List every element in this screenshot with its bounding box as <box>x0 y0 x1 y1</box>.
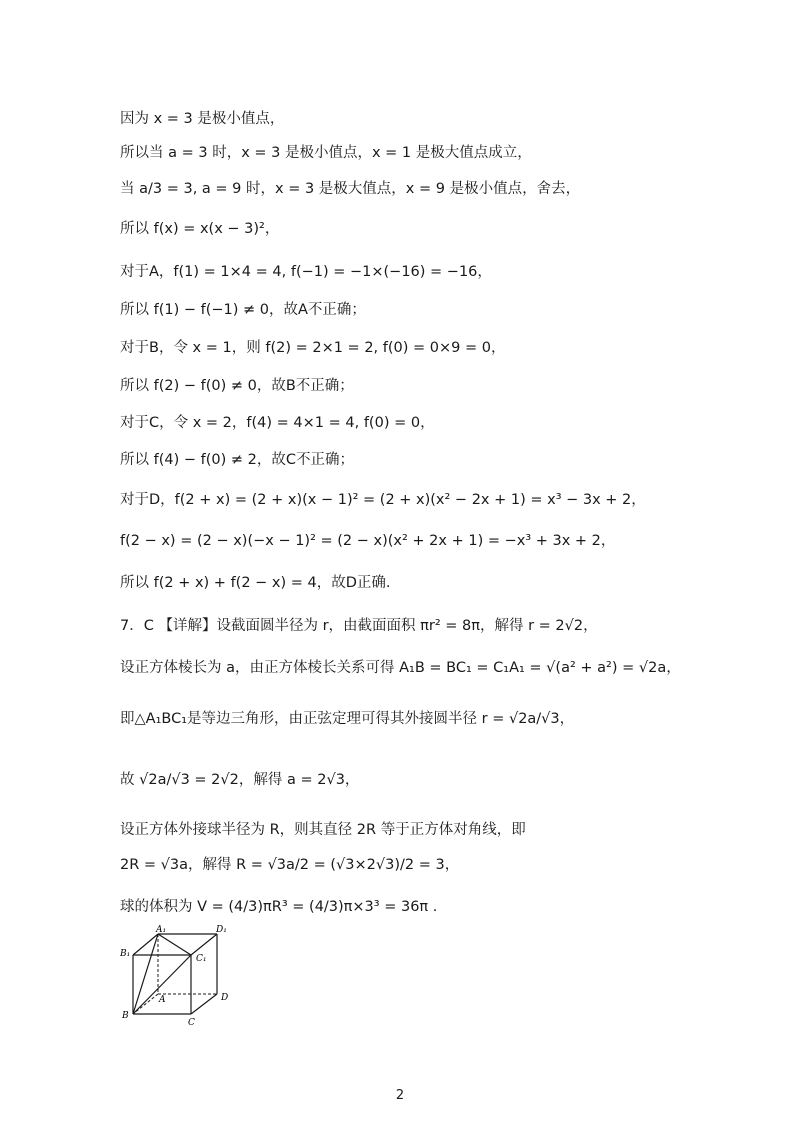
label-b1: B₁ <box>120 949 131 959</box>
edge-a1-c1 <box>158 934 191 955</box>
text-line-7: 对于B，令 x = 1，则 f(2) = 2×1 = 2, f(0) = 0×9 = 0， <box>120 340 506 356</box>
text-line-11: 对于D，f(2 + x) = (2 + x)(x − 1)² = (2 + x)(x² − 2x + 1) = x³ − 3x + 2， <box>120 492 646 508</box>
label-d: D <box>221 993 229 1003</box>
text-line-6: 所以 f(1) − f(−1) ≠ 0，故A不正确； <box>120 302 366 318</box>
edge-d1-c1 <box>191 934 217 955</box>
text-line-17: 故 √2a/√3 = 2√2，解得 a = 2√3， <box>120 772 360 788</box>
text-line-4: 所以 f(x) = x(x − 3)²， <box>120 221 280 237</box>
cube-figure <box>118 922 238 1027</box>
text-line-12: f(2 − x) = (2 − x)(−x − 1)² = (2 − x)(x² + 2x + 1) = −x³ + 3x + 2， <box>120 533 616 549</box>
text-line-16: 即△A₁BC₁是等边三角形，由正弦定理可得其外接圆半径 r = √2a/√3， <box>120 711 575 727</box>
text-line-10: 所以 f(4) − f(0) ≠ 2，故C不正确； <box>120 452 354 468</box>
edge-c-d <box>191 994 217 1014</box>
text-line-5: 对于A，f(1) = 1×4 = 4, f(−1) = −1×(−16) = −16， <box>120 264 492 280</box>
page-number: 2 <box>395 1088 405 1103</box>
text-line-2: 所以当 a = 3 时，x = 3 是极小值点，x = 1 是极大值点成立， <box>120 145 532 161</box>
label-b: B <box>122 1011 129 1021</box>
text-line-20: 球的体积为 V = (4/3)πR³ = (4/3)π×3³ = 36π . <box>120 899 438 915</box>
text-line-9: 对于C，令 x = 2，f(4) = 4×1 = 4, f(0) = 0， <box>120 415 435 431</box>
label-c1: C₁ <box>196 954 207 964</box>
label-a: A <box>159 995 166 1005</box>
text-line-14: 7．C 【详解】设截面圆半径为 r，由截面面积 πr² = 8π，解得 r = 2√2， <box>120 618 598 634</box>
text-line-19: 2R = √3a，解得 R = √3a/2 = (√3×2√3)/2 = 3， <box>120 857 460 873</box>
text-line-8: 所以 f(2) − f(0) ≠ 0，故B不正确； <box>120 378 354 394</box>
label-c: C <box>188 1018 195 1027</box>
label-a1: A₁ <box>156 925 167 935</box>
text-line-18: 设正方体外接球半径为 R，则其直径 2R 等于正方体对角线，即 <box>120 822 526 838</box>
text-line-15: 设正方体棱长为 a，由正方体棱长关系可得 A₁B = BC₁ = C₁A₁ = √(a² + a²) = √2a， <box>120 660 681 676</box>
text-line-1: 因为 x = 3 是极小值点， <box>120 111 285 127</box>
text-line-13: 所以 f(2 + x) + f(2 − x) = 4，故D正确. <box>120 575 391 591</box>
label-d1: D₁ <box>216 925 227 935</box>
text-line-3: 当 a/3 = 3, a = 9 时，x = 3 是极大值点，x = 9 是极小值点，舍去， <box>120 181 581 197</box>
